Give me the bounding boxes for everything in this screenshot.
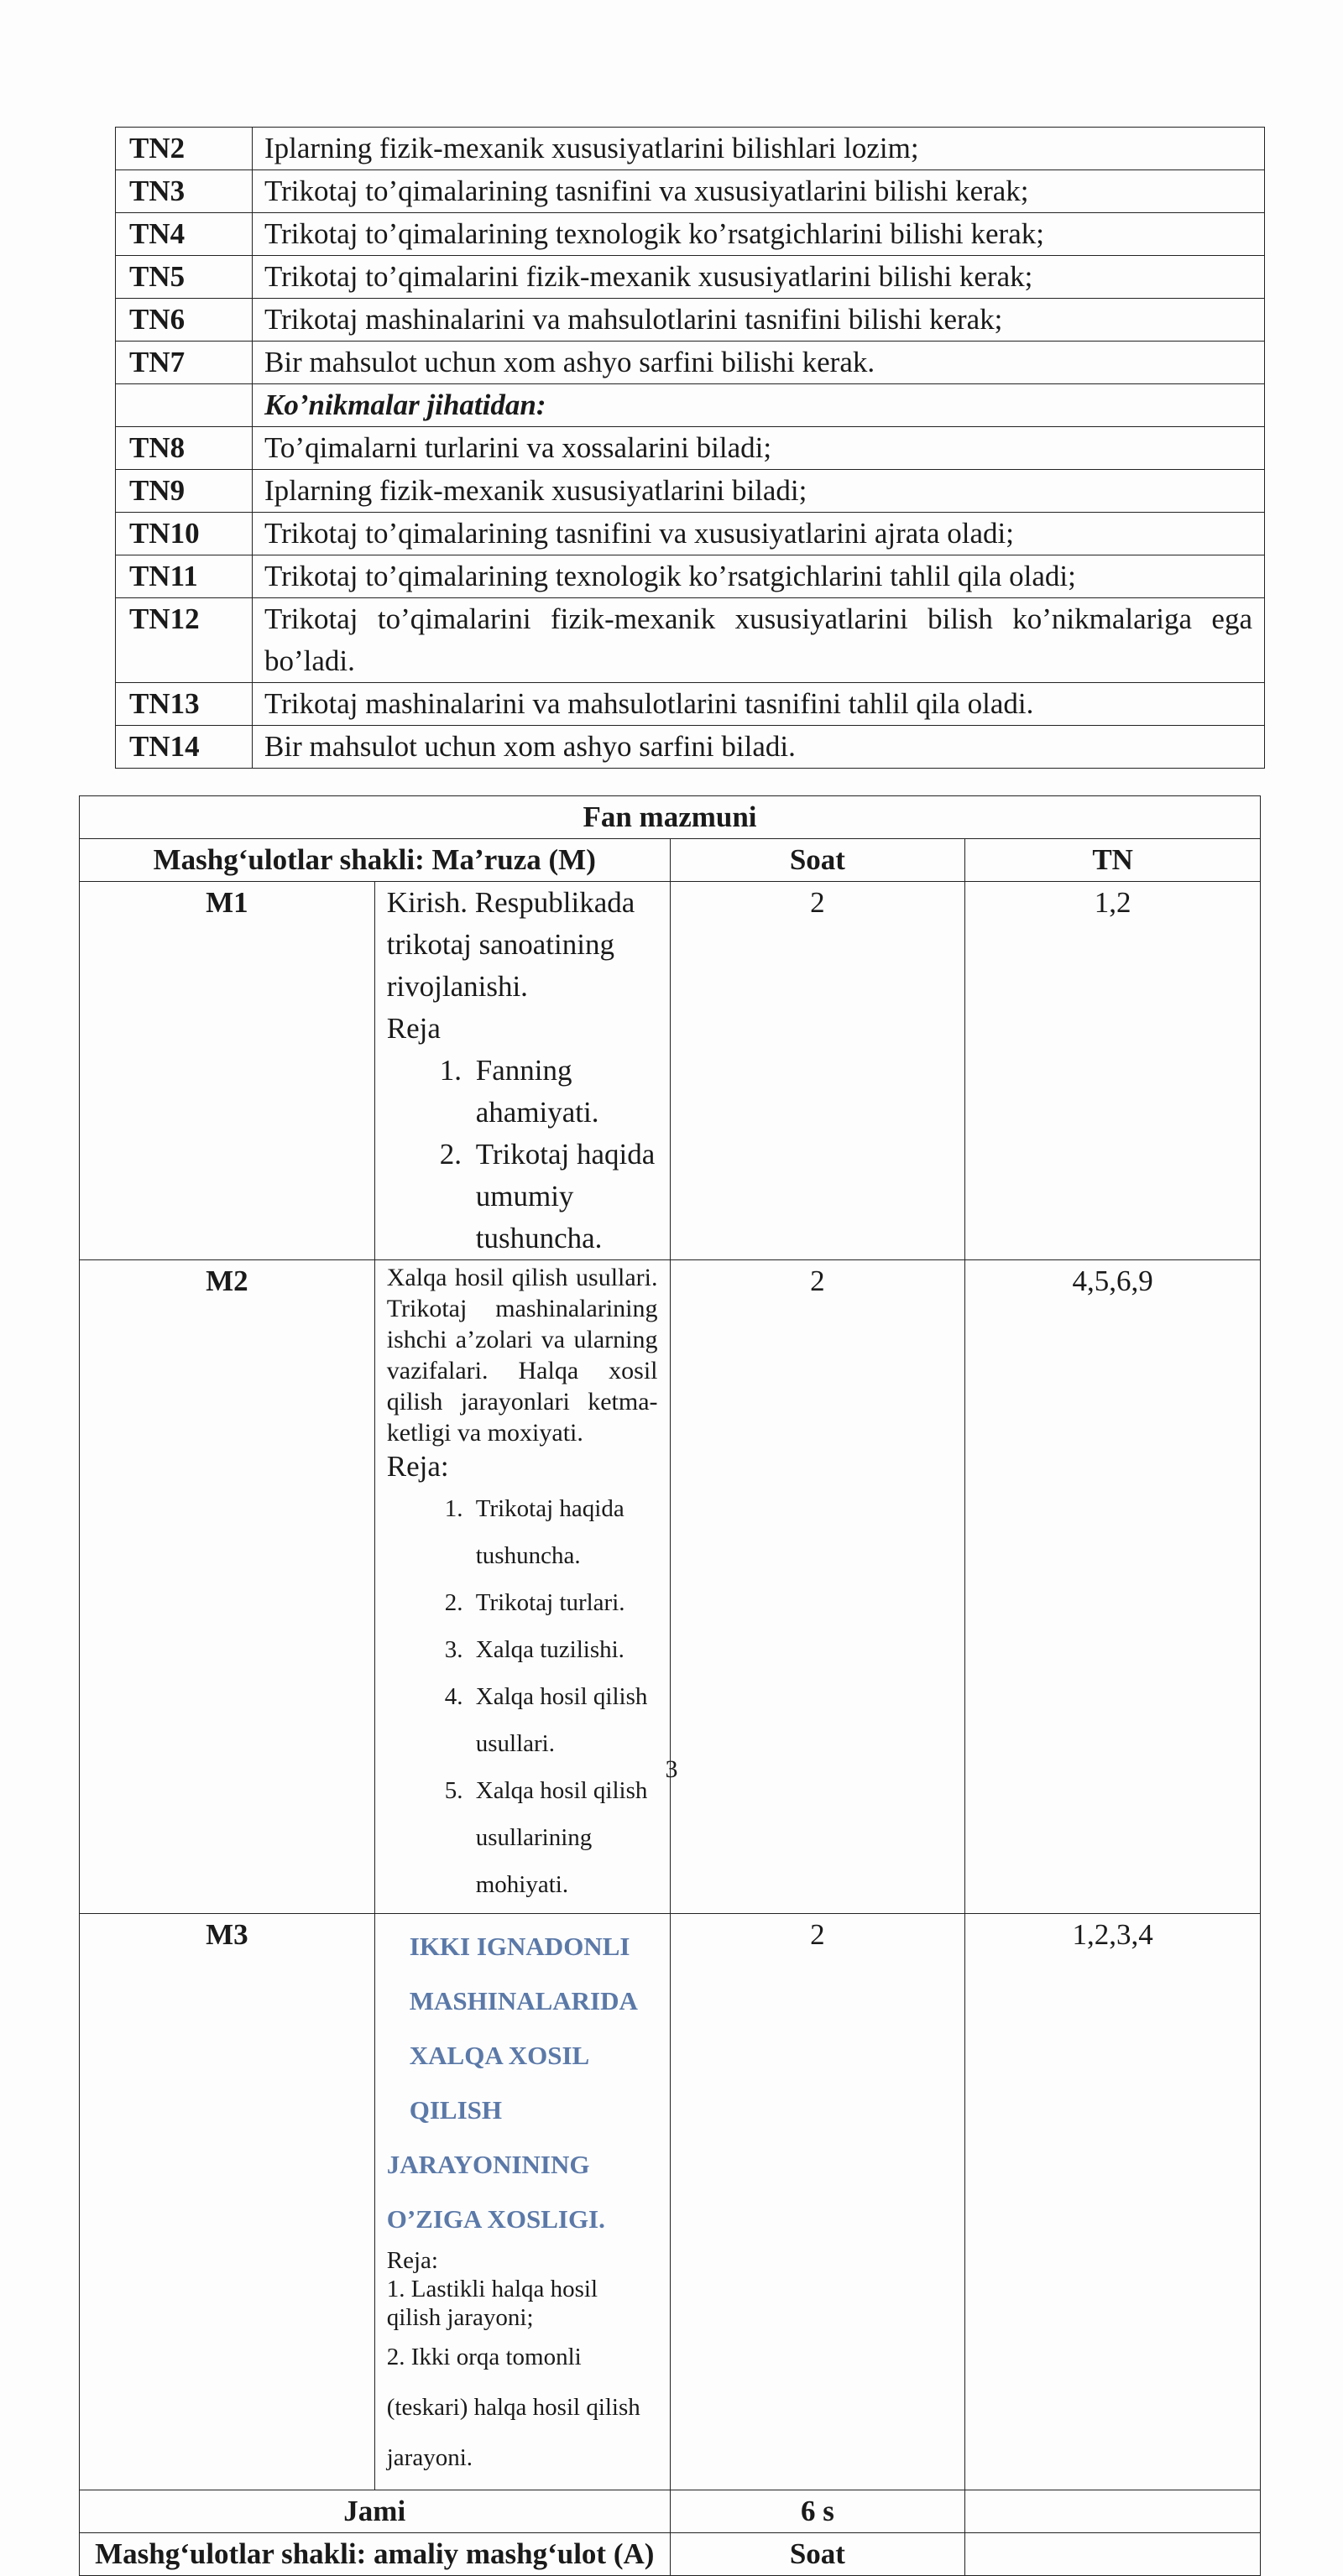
content-title-row [80, 796, 1261, 839]
soat-header: Soat [670, 839, 965, 882]
tn-header: TN [965, 839, 1261, 882]
total-hours: 6 s [670, 2490, 965, 2533]
plan-item: 2. Ikki orqa tomonli (teskari) halqa hosil qilish jarayoni. [386, 2344, 640, 2471]
outcome-text: Trikotaj to’qimalarining tasnifini va xususiyatlarini ajrata oladi; [253, 513, 1265, 555]
learning-outcomes-table [115, 127, 1265, 769]
lecture-row-m2 [80, 1260, 1261, 1914]
plan-item: 5. Xalqa hosil qilish usullarining mohiyati. [469, 1767, 658, 1908]
outcome-code: TN13 [116, 683, 253, 726]
lecture-outcomes: 4,5,6,9 [965, 1260, 1261, 1914]
plan-label: Reja: [386, 1450, 449, 1483]
outcome-row [116, 513, 1265, 555]
outcome-row [116, 256, 1265, 299]
outcome-text: Trikotaj to’qimalarini fizik-mexanik xususiyatlarini bilish ko’nikmalariga ega bo’ladi. [253, 598, 1265, 683]
lecture-hours: 2 [670, 1260, 965, 1914]
lecture-outcomes: 1,2,3,4 [965, 1914, 1261, 2490]
outcome-code: TN11 [116, 555, 253, 598]
course-content-table [79, 795, 1261, 2576]
outcome-code: TN5 [116, 256, 253, 299]
plan-item: 2. Trikotaj haqida umumiy tushuncha. [469, 1134, 658, 1259]
outcome-code: TN2 [116, 128, 253, 170]
plan-item: 4. Xalqa hosil qilish usullari. [469, 1673, 658, 1767]
total-row [80, 2490, 1261, 2533]
outcome-code: TN9 [116, 470, 253, 513]
lecture-code: M3 [80, 1914, 375, 2490]
lecture-hours: 2 [670, 1914, 965, 2490]
outcome-text: Trikotaj to’qimalarini fizik-mexanik xususiyatlarini bilishi kerak; [253, 256, 1265, 299]
outcome-text: Iplarning fizik-mexanik xususiyatlarini bilishlari lozim; [253, 128, 1265, 170]
page-number: 3 [665, 1755, 678, 1783]
lecture-hours: 2 [670, 882, 965, 1260]
lecture-row-m1 [80, 882, 1261, 1260]
outcome-code: TN6 [116, 299, 253, 342]
outcome-row [116, 128, 1265, 170]
outcome-text: Trikotaj mashinalarini va mahsulotlarini tasnifini bilishi kerak; [253, 299, 1265, 342]
lecture-topic [374, 1260, 670, 1914]
outcome-text: Trikotaj to’qimalarining texnologik ko’rsatgichlarini tahlil qila oladi; [253, 555, 1265, 598]
outcome-text: Bir mahsulot uchun xom ashyo sarfini biladi. [253, 726, 1265, 769]
outcome-code: TN10 [116, 513, 253, 555]
plan-list [387, 1485, 658, 1908]
lecture-topic [374, 882, 670, 1260]
outcome-code: TN3 [116, 170, 253, 213]
outcome-code: TN14 [116, 726, 253, 769]
content-title: Fan mazmuni [80, 796, 1261, 839]
skills-heading-row [116, 384, 1265, 427]
outcome-code: TN12 [116, 598, 253, 683]
lecture-header: Mashg‘ulotlar shakli: Ma’ruza (M) [80, 839, 671, 882]
plan-item: 1. Trikotaj haqida tushuncha. [469, 1485, 658, 1579]
plan-label: Reja: [386, 2247, 438, 2274]
outcome-text: Trikotaj mashinalarini va mahsulotlarini tasnifini tahlil qila oladi. [253, 683, 1265, 726]
outcome-code: TN8 [116, 427, 253, 470]
lecture-topic-text: Kirish. Respublikada trikotaj sanoatining rivojlanishi. [386, 886, 635, 1003]
plan-label: Reja [386, 1012, 441, 1045]
lecture-outcomes: 1,2 [965, 882, 1261, 1260]
plan-item: 1. Lastikli halqa hosil qilish jarayoni; [386, 2276, 598, 2331]
plan-item: 3. Xalqa tuzilishi. [469, 1626, 658, 1673]
outcome-text: Iplarning fizik-mexanik xususiyatlarini biladi; [253, 470, 1265, 513]
outcome-text: Bir mahsulot uchun xom ashyo sarfini bilishi kerak. [253, 342, 1265, 384]
lecture-code: M2 [80, 1260, 375, 1914]
topic-title-line: JARAYONINING O’ZIGA XOSLIGI. [386, 2150, 605, 2234]
total-label: Jami [80, 2490, 671, 2533]
outcome-row [116, 299, 1265, 342]
skills-heading: Ko’nikmalar jihatidan: [253, 384, 1265, 427]
outcome-row [116, 470, 1265, 513]
outcome-row [116, 683, 1265, 726]
total-outcomes [965, 2490, 1261, 2533]
outcome-code: TN4 [116, 213, 253, 256]
outcome-text: Trikotaj to’qimalarining tasnifini va xususiyatlarini bilishi kerak; [253, 170, 1265, 213]
outcome-code: TN7 [116, 342, 253, 384]
lecture-row-m3 [80, 1914, 1261, 2490]
outcome-row [116, 342, 1265, 384]
outcome-row [116, 170, 1265, 213]
practical-soat-header: Soat [670, 2533, 965, 2576]
outcome-code [116, 384, 253, 427]
plan-list [387, 1050, 658, 1259]
outcome-row [116, 726, 1265, 769]
outcome-text: To’qimalarni turlarini va xossalarini biladi; [253, 427, 1265, 470]
plan-item: 2. Trikotaj turlari. [469, 1579, 658, 1626]
plan-item: 1. Fanning ahamiyati. [469, 1050, 658, 1134]
outcome-row [116, 555, 1265, 598]
practical-tn-header [965, 2533, 1261, 2576]
outcome-row [116, 598, 1265, 683]
lecture-header-row [80, 839, 1261, 882]
topic-title-line: IKKI IGNADONLI MASHINALARIDA XALQA XOSIL QILISH [409, 1932, 637, 2125]
lecture-topic-text: Xalqa hosil qilish usullari. Trikotaj mashinalarining ishchi a’zolari va ularning vazifalari. Halqa xosil qilish jarayonlari ketma-ketligi va moxiyati. [386, 1264, 658, 1447]
practical-header: Mashg‘ulotlar shakli: amaliy mashg‘ulot (A) [80, 2533, 671, 2576]
outcome-row [116, 427, 1265, 470]
lecture-code: M1 [80, 882, 375, 1260]
lecture-topic-title [387, 1914, 658, 2246]
practical-header-row [80, 2533, 1261, 2576]
outcome-row [116, 213, 1265, 256]
lecture-topic [374, 1914, 670, 2490]
outcome-text: Trikotaj to’qimalarining texnologik ko’rsatgichlarini bilishi kerak; [253, 213, 1265, 256]
